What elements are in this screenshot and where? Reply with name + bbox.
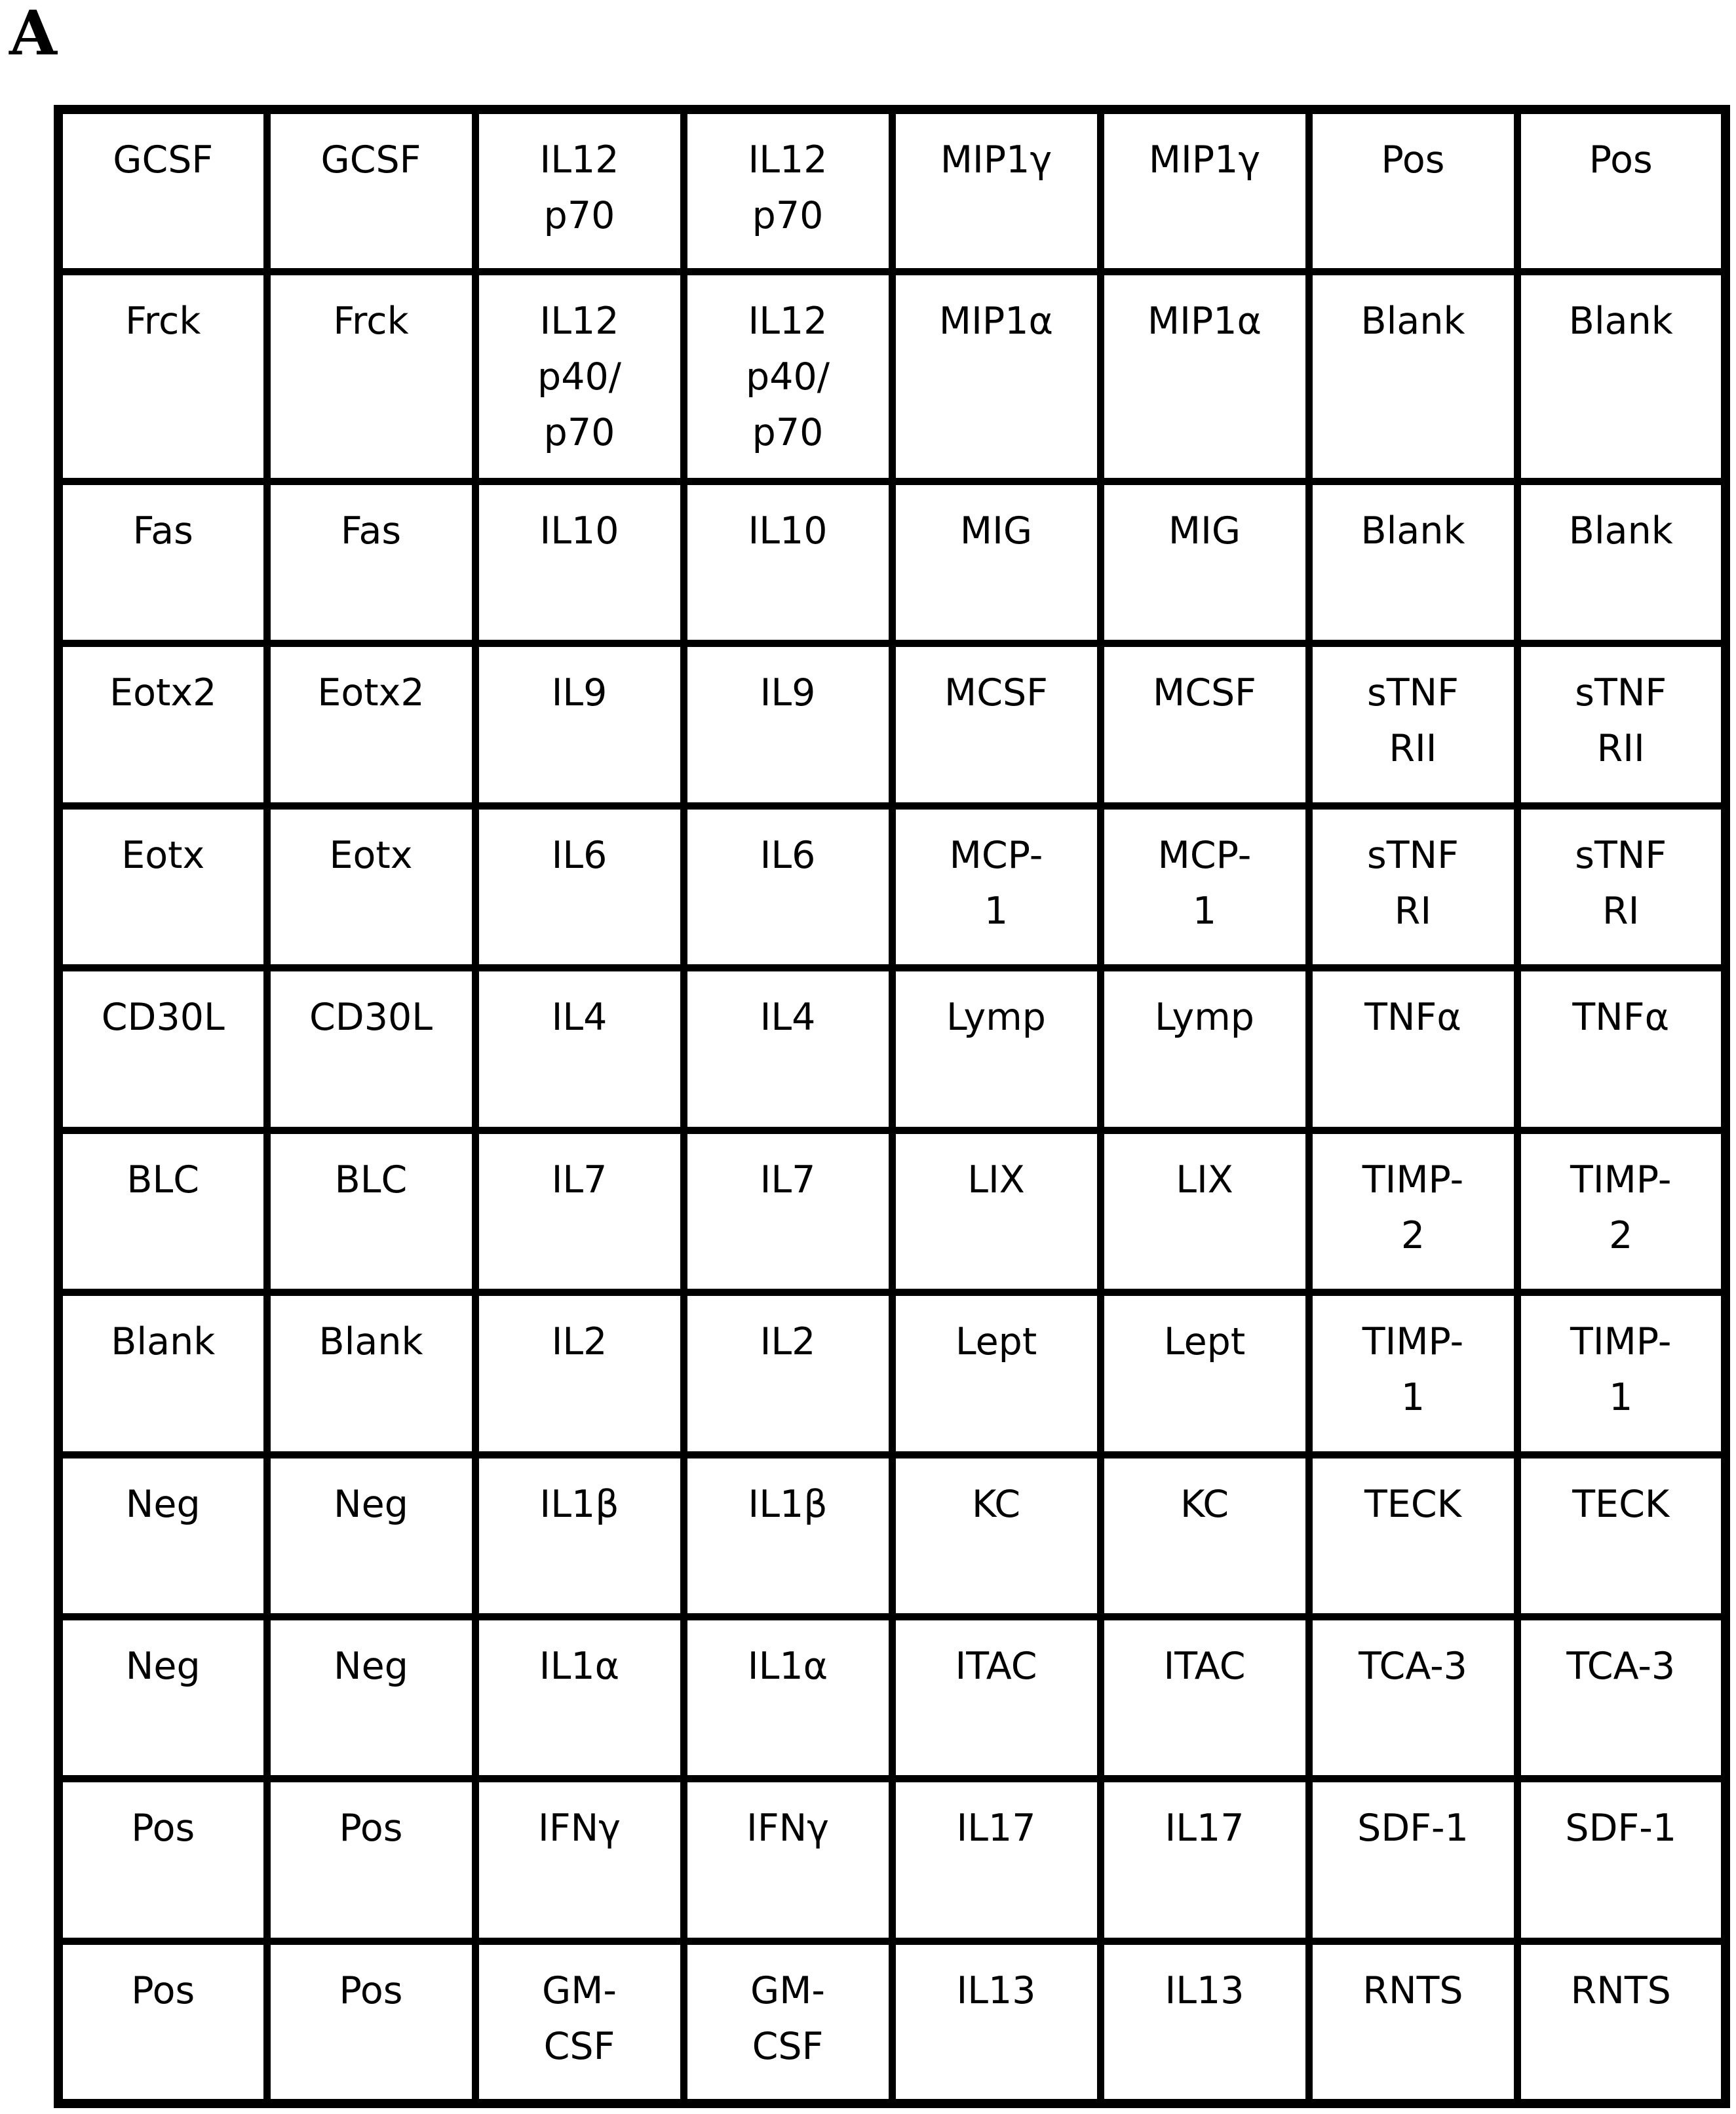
array-cell: CD30L [267,968,475,1130]
array-cell: GM- CSF [475,1941,684,2104]
array-cell: Eotx2 [267,644,475,806]
array-cell: Lept [1100,1293,1309,1455]
array-cell: TCA-3 [1517,1617,1726,1779]
array-row [58,806,1726,968]
array-cell: SDF-1 [1517,1779,1726,1941]
array-cell: Fas [58,481,267,643]
array-cell: TIMP- 2 [1517,1130,1726,1292]
array-cell: BLC [267,1130,475,1292]
array-cell: IL12 p40/ p70 [475,271,684,481]
array-cell: TECK [1309,1455,1517,1616]
array-row [58,1293,1726,1455]
array-cell: IL9 [684,644,892,806]
array-cell: IL4 [684,968,892,1130]
array-cell: MIG [1100,481,1309,643]
array-cell: ITAC [892,1617,1100,1779]
antibody-array-map [54,105,1730,2108]
array-cell: Lymp [1100,968,1309,1130]
array-cell: TIMP- 2 [1309,1130,1517,1292]
array-cell: TECK [1517,1455,1726,1616]
array-row [58,271,1726,481]
array-cell: Neg [58,1455,267,1616]
array-cell: IL4 [475,968,684,1130]
array-cell: sTNF RII [1309,644,1517,806]
array-cell: Lymp [892,968,1100,1130]
array-cell: IL2 [684,1293,892,1455]
array-cell: IL1β [475,1455,684,1616]
array-cell: Pos [1309,109,1517,271]
array-row [58,481,1726,643]
array-cell: LIX [892,1130,1100,1292]
array-row [58,109,1726,271]
array-cell: IL9 [475,644,684,806]
array-cell: IL1α [475,1617,684,1779]
array-row [58,1941,1726,2104]
array-cell: Frck [267,271,475,481]
array-cell: RNTS [1517,1941,1726,2104]
array-cell: IL7 [684,1130,892,1292]
array-cell: Pos [267,1779,475,1941]
array-cell: SDF-1 [1309,1779,1517,1941]
array-cell: IL1α [684,1617,892,1779]
array-cell: Neg [58,1617,267,1779]
array-cell: IL1β [684,1455,892,1616]
array-row [58,644,1726,806]
array-cell: GM- CSF [684,1941,892,2104]
array-cell: MCSF [1100,644,1309,806]
array-cell: GCSF [58,109,267,271]
array-cell: Blank [1517,481,1726,643]
array-cell: MCSF [892,644,1100,806]
array-cell: Blank [1309,271,1517,481]
array-cell: ITAC [1100,1617,1309,1779]
array-cell: IL10 [684,481,892,643]
array-cell: TIMP- 1 [1517,1293,1726,1455]
array-cell: TCA-3 [1309,1617,1517,1779]
array-cell: MIP1α [1100,271,1309,481]
array-cell: Neg [267,1455,475,1616]
array-cell: TIMP- 1 [1309,1293,1517,1455]
array-cell: Pos [58,1941,267,2104]
array-cell: TNFα [1517,968,1726,1130]
array-cell: MIP1γ [892,109,1100,271]
array-cell: IL17 [892,1779,1100,1941]
array-cell: Neg [267,1617,475,1779]
array-cell: RNTS [1309,1941,1517,2104]
array-cell: Blank [1309,481,1517,643]
array-cell: TNFα [1309,968,1517,1130]
array-cell: IL13 [892,1941,1100,2104]
array-row [58,1130,1726,1292]
array-cell: Fas [267,481,475,643]
array-cell: MIP1α [892,271,1100,481]
array-cell: LIX [1100,1130,1309,1292]
array-cell: IFNγ [684,1779,892,1941]
array-cell: IL12 p40/ p70 [684,271,892,481]
array-cell: IL12 p70 [684,109,892,271]
array-cell: Blank [1517,271,1726,481]
array-cell: Frck [58,271,267,481]
array-row [58,1617,1726,1779]
array-cell: Eotx [58,806,267,968]
array-cell: Eotx [267,806,475,968]
array-cell: sTNF RI [1309,806,1517,968]
array-cell: GCSF [267,109,475,271]
array-cell: CD30L [58,968,267,1130]
array-cell: BLC [58,1130,267,1292]
array-cell: Pos [267,1941,475,2104]
array-row [58,968,1726,1130]
array-cell: IL6 [475,806,684,968]
array-cell: Pos [58,1779,267,1941]
array-cell: Eotx2 [58,644,267,806]
array-cell: Lept [892,1293,1100,1455]
array-cell: KC [892,1455,1100,1616]
array-cell: IL2 [475,1293,684,1455]
array-cell: IFNγ [475,1779,684,1941]
array-cell: IL17 [1100,1779,1309,1941]
array-grid-body [58,109,1726,2104]
array-row [58,1779,1726,1941]
array-cell: MCP- 1 [892,806,1100,968]
array-row [58,1455,1726,1616]
array-cell: Blank [267,1293,475,1455]
array-cell: IL7 [475,1130,684,1292]
array-cell: Pos [1517,109,1726,271]
array-cell: sTNF RI [1517,806,1726,968]
array-cell: IL10 [475,481,684,643]
array-cell: IL13 [1100,1941,1309,2104]
panel-label: A [9,0,57,69]
array-cell: Blank [58,1293,267,1455]
array-cell: sTNF RII [1517,644,1726,806]
array-cell: MIP1γ [1100,109,1309,271]
array-cell: IL12 p70 [475,109,684,271]
array-cell: MCP- 1 [1100,806,1309,968]
array-cell: MIG [892,481,1100,643]
array-cell: KC [1100,1455,1309,1616]
array-cell: IL6 [684,806,892,968]
